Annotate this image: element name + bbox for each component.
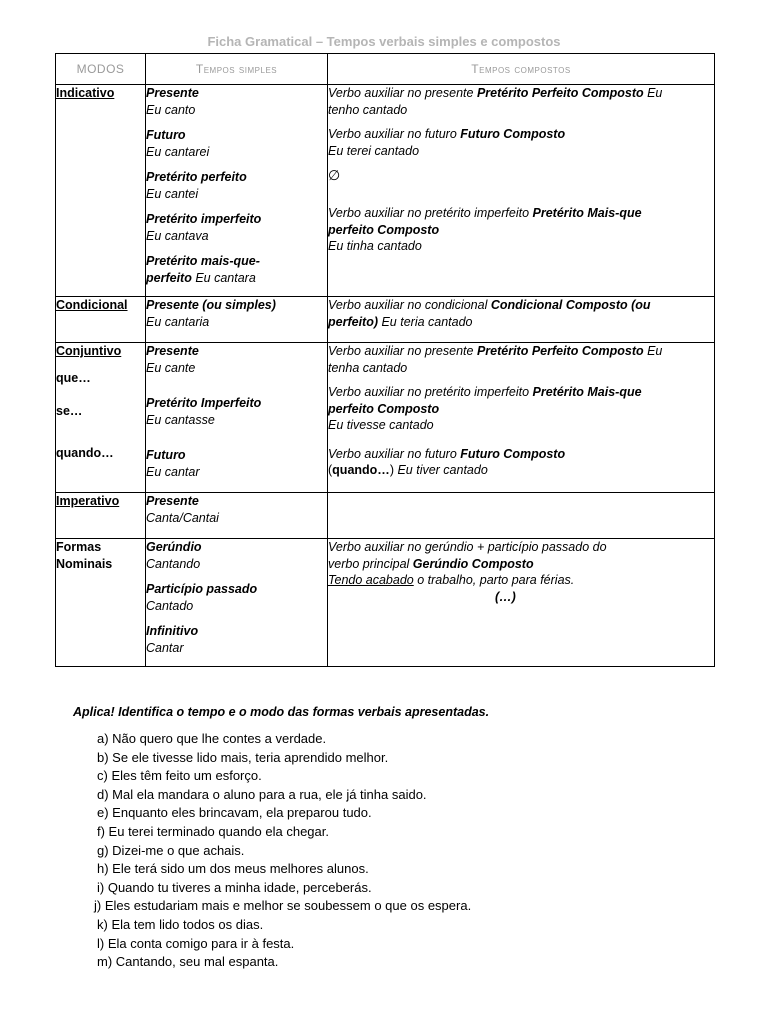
mode-nominais: Nominais	[56, 556, 113, 571]
simple-tense-entry: Pretérito imperfeito Eu cantava	[146, 212, 262, 243]
compound-tense-entry: Verbo auxiliar no gerúndio + particípio passado do verbo principal Gerúndio Composto Tendo acabado o trabalho, parto para férias. (…)	[328, 539, 715, 667]
header-tempos-simples: Tempos simples	[146, 54, 328, 85]
header-tempos-compostos: Tempos compostos	[328, 54, 715, 85]
conjunction-quando: quando…	[56, 445, 114, 460]
conjunction-se: se…	[56, 404, 83, 418]
list-item: d) Mal ela mandara o aluno para a rua, ele já tinha saido.	[97, 786, 427, 802]
row-formas-nominais	[56, 539, 715, 667]
simple-tense-entry: Presente Eu canto	[146, 86, 199, 117]
simple-tense-entry: Infinitivo Cantar	[146, 624, 199, 655]
list-item: a) Não quero que lhe contes a verdade.	[97, 731, 327, 746]
list-item: e) Enquanto eles brincavam, ela preparou tudo.	[97, 805, 372, 821]
compound-tense-entry: Verbo auxiliar no condicional Condicional Composto (ou perfeito) Eu teria cantado	[328, 297, 715, 343]
compound-tense-entry: Verbo auxiliar no pretérito imperfeito Pretérito Mais-que perfeito Composto Eu tinha cantado	[328, 206, 642, 253]
simple-tense-entry: Pretérito perfeito Eu cantei	[146, 170, 247, 201]
ellipsis: (…)	[495, 589, 516, 604]
simple-tense-entry: Particípio passado Cantado	[146, 582, 258, 613]
mode-imperativo: Imperativo	[56, 494, 120, 508]
compound-tense-entry: Verbo auxiliar no presente Pretérito Perfeito Composto Eu tenho cantado	[328, 86, 663, 117]
verb-tenses-table	[55, 53, 715, 667]
conjunction-que: que…	[56, 370, 91, 385]
mode-formas: Formas	[56, 540, 102, 554]
list-item: k) Ela tem lido todos os dias.	[97, 916, 264, 932]
simple-tense-entry: Futuro Eu cantarei	[146, 128, 210, 159]
mode-conjuntivo: Conjuntivo	[56, 344, 122, 358]
simple-tense-entry: Pretérito Imperfeito Eu cantasse	[146, 396, 262, 427]
list-item: g) Dizei-me o que achais.	[97, 842, 245, 858]
mode-condicional: Condicional	[56, 298, 128, 312]
simple-tense-entry: Pretérito mais-que- perfeito Eu cantara	[146, 254, 260, 285]
row-condicional: Condicional Presente (ou simples) Eu cantaria Verbo auxiliar no condicional Condicional Composto (ou perfeito) Eu teria cantado	[56, 297, 715, 343]
list-item: b) Se ele tivesse lido mais, teria aprendido melhor.	[97, 749, 389, 765]
simple-tense-entry: Futuro Eu cantar	[146, 448, 200, 479]
header-modos: MODOS	[56, 54, 146, 85]
list-item: i) Quando tu tiveres a minha idade, perceberás.	[97, 879, 372, 895]
list-item: c) Eles têm feito um esforço.	[97, 768, 262, 784]
row-imperativo: Imperativo Presente Canta/Cantai	[56, 493, 715, 539]
exercise-heading: Aplica! Identifica o tempo e o modo das formas verbais apresentadas.	[73, 705, 490, 719]
list-item: h) Ele terá sido um dos meus melhores alunos.	[97, 861, 369, 877]
compound-tense-entry: Verbo auxiliar no futuro Futuro Composto (quando…) Eu tiver cantado	[328, 446, 566, 477]
compound-tense-entry: Verbo auxiliar no futuro Futuro Composto Eu terei cantado	[328, 127, 566, 158]
compound-tense-entry: Verbo auxiliar no presente Pretérito Perfeito Composto Eu tenha cantado	[328, 344, 663, 375]
row-conjuntivo	[56, 343, 715, 493]
empty-set-symbol: ∅	[328, 167, 341, 183]
page-title: Ficha Gramatical – Tempos verbais simples e compostos	[207, 34, 561, 49]
exercise-list	[94, 730, 472, 972]
mode-indicativo: Indicativo	[56, 86, 115, 100]
list-item: f) Eu terei terminado quando ela chegar.	[97, 823, 329, 839]
list-item: m) Cantando, seu mal espanta.	[97, 954, 279, 970]
list-item: j) Eles estudariam mais e melhor se soubessem o que os espera.	[94, 898, 472, 914]
row-indicativo	[56, 85, 715, 297]
simple-tense-entry: Presente Eu cante	[146, 344, 199, 375]
table-header-row	[56, 54, 715, 85]
simple-tense-entry: Gerúndio Cantando	[146, 540, 202, 571]
compound-tense-entry: Verbo auxiliar no pretérito imperfeito Pretérito Mais-que perfeito Composto Eu tivesse cantado	[328, 385, 642, 432]
list-item: l) Ela conta comigo para ir à festa.	[97, 935, 295, 951]
